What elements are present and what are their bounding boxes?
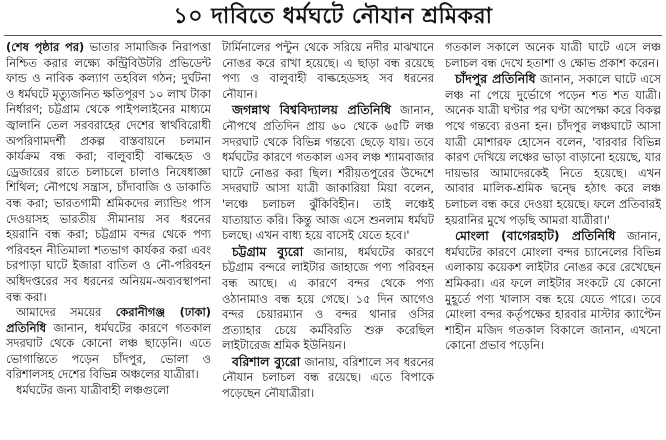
column-1: [6, 40, 211, 438]
paragraph-text: জানান, নৌপথে প্রতিদিন প্রায় ৬০ থেকে ৬৫টি লঞ্চ সদরঘাট থেকে বিভিন্ন গন্তব্যে ছেড়ে যায়। তবে ধর্মঘটের কারণে গতকাল এসব লঞ্চ শ্যামবাজার ঘাটে নোঙর করা ছিল। শরীয়তপুরের উদ্দেশে সদরঘাট আসা যাত্রী জাকারিয়া মিয়া বলেন, 'লঞ্চে চলাচল ঝুঁকিবিহীন। তাই লঞ্চেই যাতায়াত করি। কিন্তু আজ এসে শুনলাম ধর্মঘট চলছে। এখন বাধ্য হয়ে বাসেই যেতে হবে।': [222, 103, 434, 243]
paragraph-text: জানান, সকালে ঘাটে এসে লঞ্চ না পেয়ে দুর্ভোগে পড়েন শত শত যাত্রী। অনেক যাত্রী ঘণ্টার পর ঘণ্টা অপেক্ষা করে বিকল্প পথে গন্তব্যে রওনা হন। চাঁদপুর লঞ্চঘাটে আসা যাত্রী মোশারফ হোসেন বলেন, 'বারবার বিভিন্ন কারণ দেখিয়ে লঞ্চের ভাড়া বাড়ানো হয়েছে, যার দায়ভার আমাদেরকেই নিতে হয়েছে। এখন আবার মালিক-শ্রমিক দ্বন্দ্বে হঠাৎ করে লঞ্চ চলাচল বন্ধ করে দেওয়া হয়েছে। ফলে প্রতিবারই হয়রানির মুখে পড়ছি আমরা যাত্রীরা।': [445, 72, 661, 227]
column-2: [222, 40, 434, 438]
headline-divider: [4, 35, 662, 36]
paragraph-text: গতকাল সকালে অনেক যাত্রী ঘাটে এসে লঞ্চ চলাচল বন্ধ দেখে হতাশা ও ক্ষোভ প্রকাশ করেন।: [445, 40, 661, 70]
paragraph: [445, 228, 661, 354]
continuation-label: (শেষ পৃষ্ঠার পর): [6, 40, 85, 54]
bureau-label: কেরানীগঞ্জ (ঢাকা) প্রতিনিধি: [6, 305, 211, 335]
paragraph: [222, 354, 434, 402]
paragraph-text: ধর্মঘটের জন্য যাত্রীবাহী লঞ্চগুলো: [16, 383, 170, 398]
paragraph-text: জানান, ধর্মঘটের কারণে গতকাল সদরঘাট থেকে কোনো লঞ্চ ছাড়েনি। এতে ভোগান্তিতে পড়েন চাঁদপুর, ভোলা ও বরিশালসহ দেশের বিভিন্ন অঞ্চলের যাত্রীরা।: [6, 320, 211, 382]
bureau-label: চাঁদপুর প্রতিনিধি: [455, 71, 536, 87]
headline: ১০ দাবিতে ধর্মঘটে নৌযান শ্রমিকরা: [173, 4, 493, 29]
column-3: [445, 40, 661, 438]
bureau-label: চট্টগ্রাম ব্যুরো: [232, 243, 304, 259]
paragraph-text: আমাদের সময়ের: [16, 305, 102, 320]
paragraph: [222, 102, 434, 243]
paragraph: [222, 244, 434, 354]
paragraph: [445, 71, 661, 228]
paragraph: [6, 305, 211, 383]
paragraph-text: জানান, ধর্মঘটের কারণে মোংলা বন্দর চ্যানেলের বিভিন্ন এলাকায় কয়েকশ লাইটার নোঙর করে রেখেছেন শ্রমিকরা। এর ফলে লাইটার সংকটে যে কোনো মুহূর্তে পণ্য খালাস বন্ধ হয়ে যেতে পারে। তবে মোংলা বন্দর কর্তৃপক্ষের হারবার মাস্টার ক্যাপ্টেন শাহীন মজিদ গতকাল বিকালে জানান, এখনো কোনো প্রভাব পড়েনি।: [445, 229, 661, 353]
paragraph: [6, 40, 211, 305]
bureau-label: বরিশাল ব্যুরো: [232, 353, 301, 369]
paragraph: [6, 383, 211, 399]
paragraph-text: টার্মিনালের পন্টুন থেকে সরিয়ে নদীর মাঝখানে নোঙর করে রাখা হয়েছে। এ ছাড়া বন্ধ রয়েছে পণ্য ও বালুবাহী বাল্কহেডসহ সব ধরনের নৌযান।: [222, 40, 434, 101]
bureau-label: জগন্নাথ বিশ্ববিদ্যালয় প্রতিনিধি: [232, 102, 391, 118]
paragraph-text: জানায়, ধর্মঘটের কারণে চট্টগ্রাম বন্দরে লাইটার জাহাজে পণ্য পরিবহন বন্ধ আছে। এ কারণে বন্দর থেকে পণ্য ওঠানামাও বন্ধ হয়ে গেছে। ১৫ দিন আগেও বন্দর চেয়ারম্যান ও বন্দর থানার ওসির প্রত্যাহার চেয়ে কর্মবিরতি শুরু করেছিল লাইটারেজ শ্রমিক ইউনিয়ন।: [222, 244, 434, 353]
paragraph-text: ভাতার সামাজিক নিরাপত্তা নিশ্চিত করার লক্ষ্যে কন্ট্রিবিউটরি প্রভিডেন্ট ফান্ড ও নাবিক কল্যাণ তহবিল গঠন; দুর্ঘটনা ও ধর্মঘটে মৃত্যুজনিত ক্ষতিপূরণ ১০ লাখ টাকা নির্ধারণ; চট্টগ্রাম থেকে পাইপলাইনের মাধ্যমে জ্বালানি তেল সরবরাহের দেশের স্বার্থবিরোধী অপরিণামদর্শী প্রকল্প বাস্তবায়নে চলমান কার্যক্রম বন্ধ করা; বালুবাহী বাল্কহেড ও ড্রেজারের রাতে চলাচলে চালাও নিষেধাজ্ঞা শিথিল; নৌপথে সন্ত্রাস, চাঁদাবাজি ও ডাকাতি বন্ধ করা; ভারতগামী শ্রমিকদের ল্যান্ডিং পাস দেওয়াসহ ভারতীয় সীমানায় সব ধরনের হয়রানি বন্ধ করা; চট্টগ্রাম বন্দর থেকে পণ্য পরিবহন নীতিমালা শতভাগ কার্যকর করা এবং চরপাড়া ঘাটে ইজারা বাতিল ও নৌ-পরিবহন অধিদপ্তরের সব ধরনের অনিয়ম-অব্যবস্থাপনা বন্ধ করা।: [6, 40, 211, 304]
paragraph: [222, 40, 434, 102]
paragraph-text: জানায়, বরিশালে সব ধরনের নৌযান চলাচল বন্ধ রয়েছে। এতে বিপাকে পড়েছেন নৌযাত্রীরা।: [222, 354, 434, 401]
bureau-label: মোংলা (বাগেরহাট) প্রতিনিধি: [455, 228, 616, 244]
paragraph: [445, 40, 661, 71]
